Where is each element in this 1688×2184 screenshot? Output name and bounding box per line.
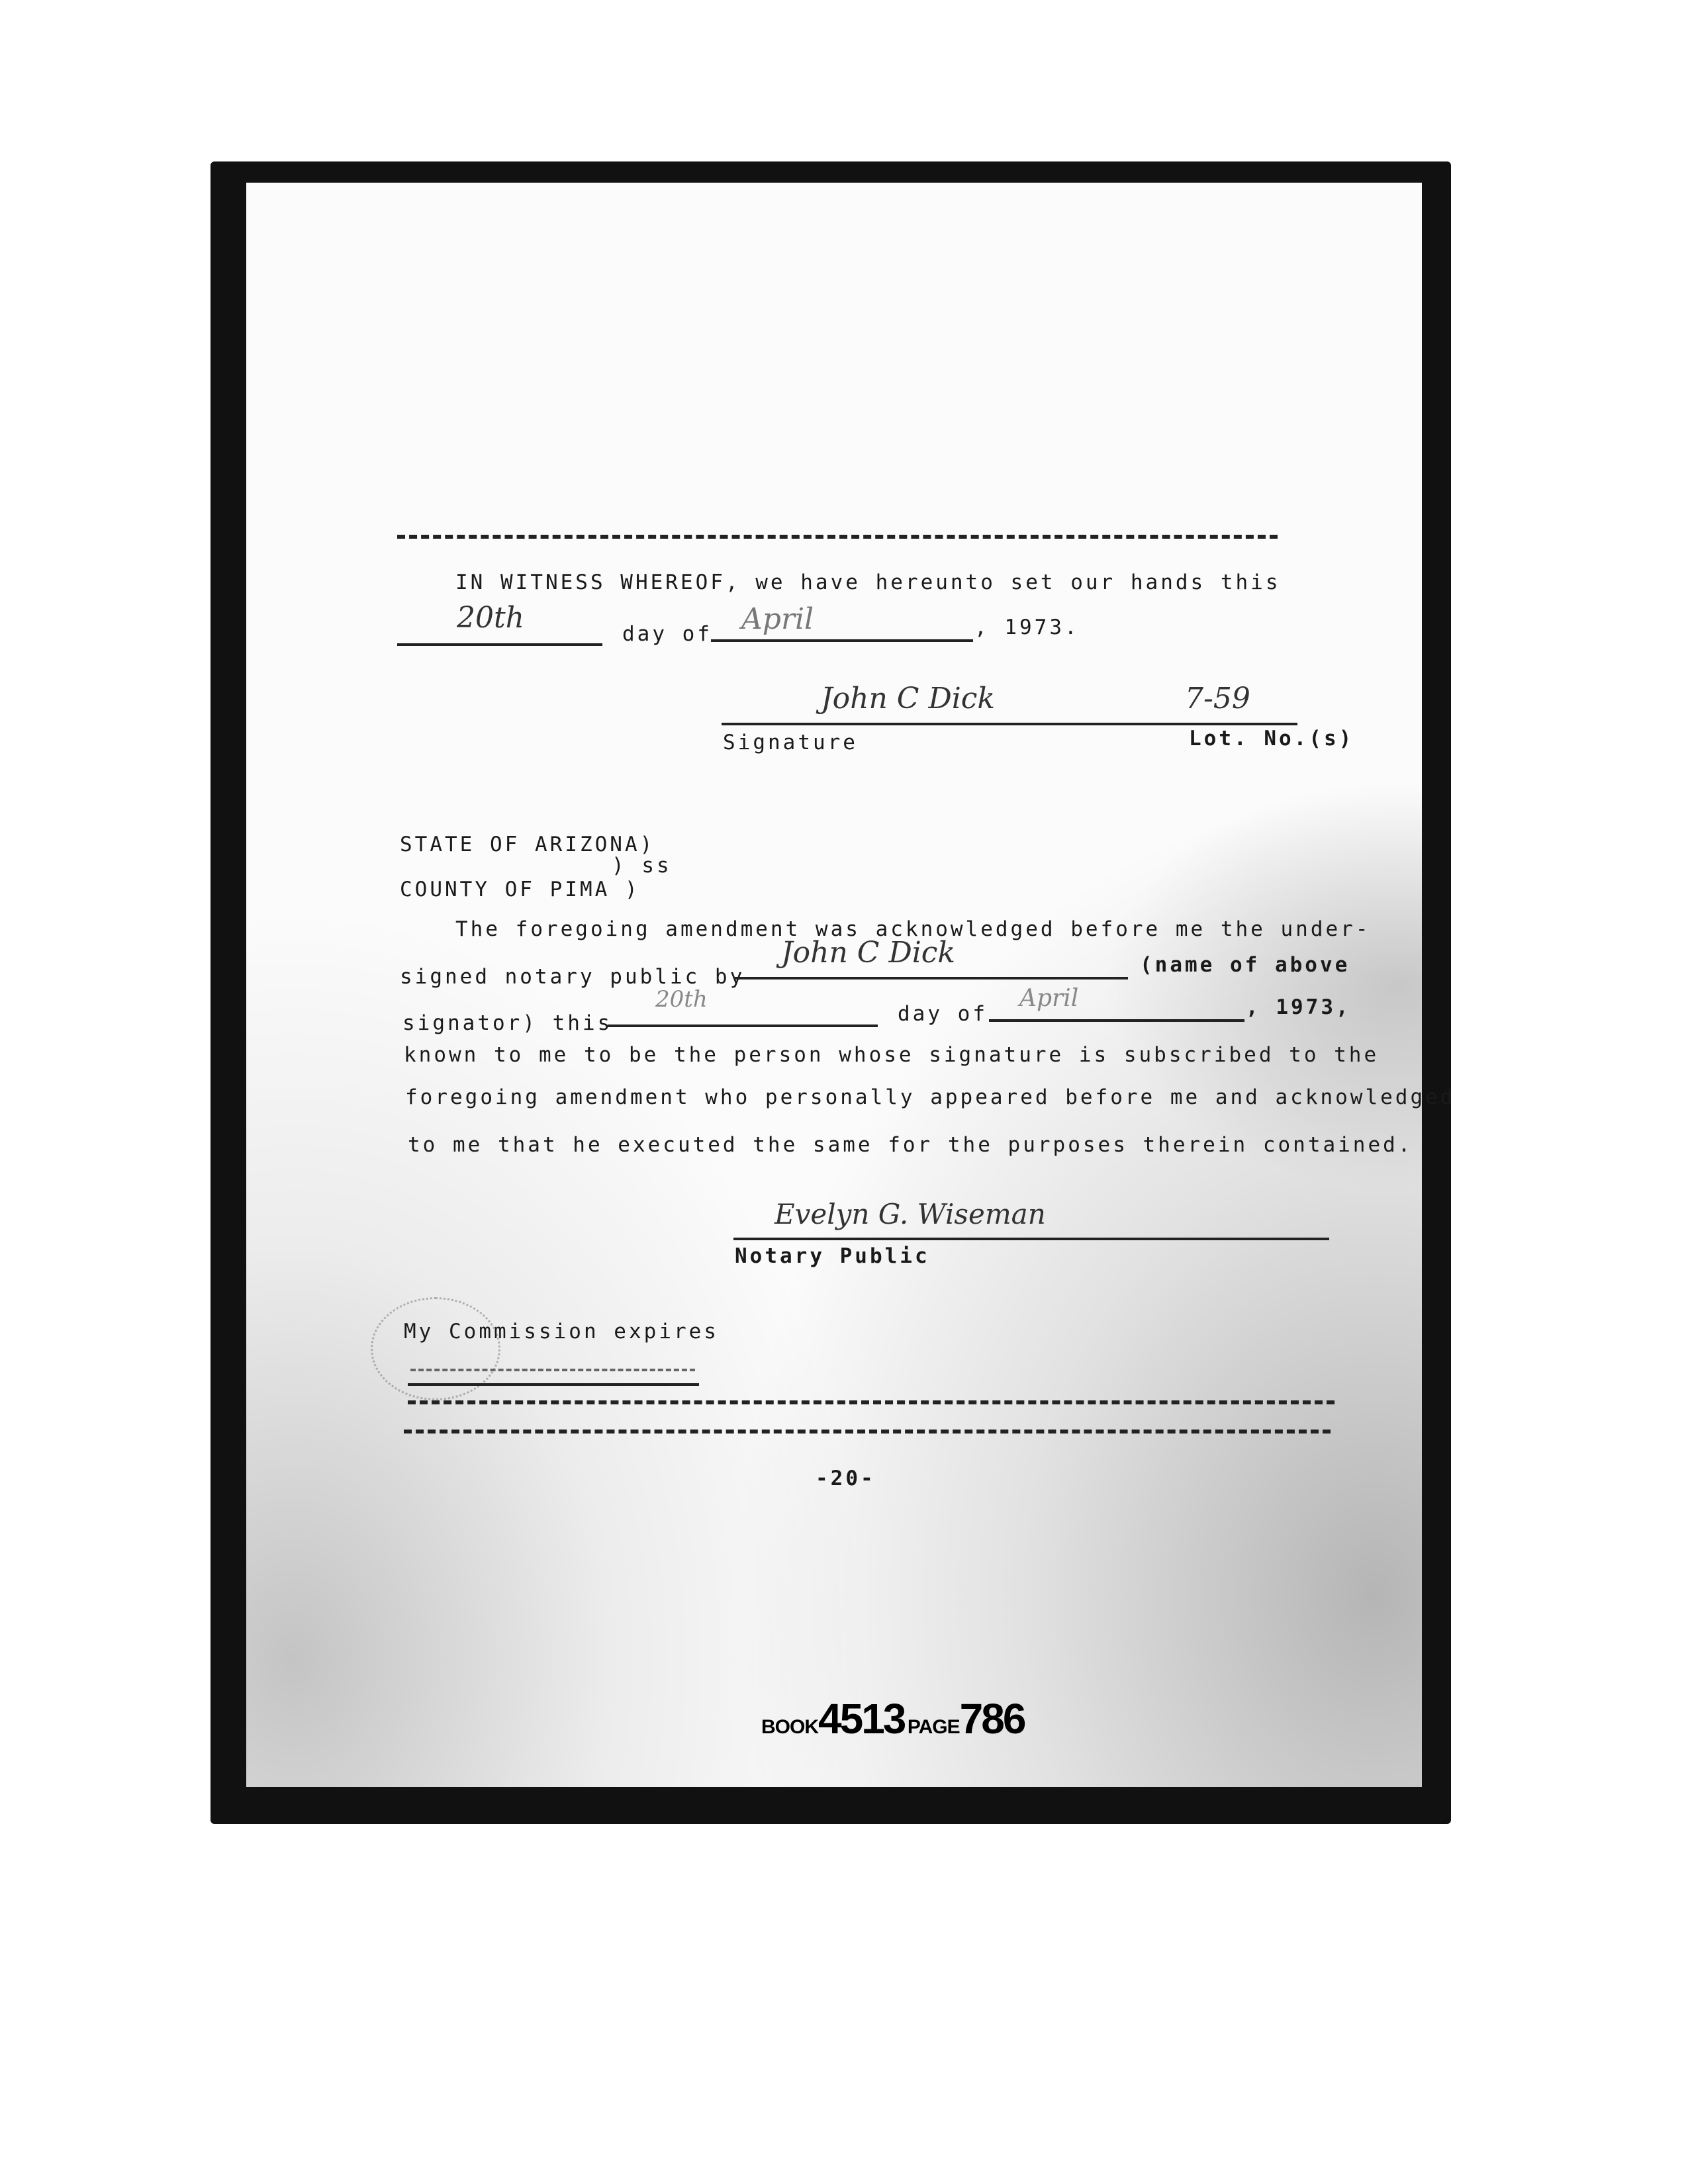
jurat-line-6: to me that he executed the same for the purposes therein contained. (408, 1133, 1413, 1157)
venue-ss: ) ss (612, 854, 672, 878)
jurat-line-3b: day of (898, 1002, 988, 1026)
venue-state: STATE OF ARIZONA) (400, 833, 655, 856)
jurat-month-handwritten: April (1019, 985, 1079, 1012)
book-number: 4513 (818, 1695, 905, 1743)
jurat-line-4: known to me to be the person whose signature is subscribed to the (404, 1043, 1380, 1067)
commission-line-2 (408, 1383, 699, 1386)
witness-day-line (397, 643, 602, 646)
venue-county: COUNTY OF PIMA ) (400, 878, 640, 901)
jurat-line-3a: signator) this (402, 1011, 613, 1035)
book-word: BOOK (761, 1716, 818, 1738)
notary-signature-line (733, 1238, 1329, 1240)
commission-line-1 (410, 1369, 695, 1371)
jurat-line-2a: signed notary public by (400, 965, 745, 989)
notary-label: Notary Public (735, 1244, 930, 1268)
page-number: -20- (816, 1467, 876, 1490)
bottom-dashed-rule-1 (408, 1400, 1335, 1404)
book-page-reference (761, 1694, 1024, 1743)
page-number-ref: 786 (959, 1695, 1025, 1743)
jurat-day-line (608, 1024, 878, 1027)
jurat-day-handwritten: 20th (655, 986, 708, 1013)
witness-month-handwritten: April (741, 602, 814, 636)
bottom-dashed-rule-2 (404, 1430, 1331, 1433)
witness-day-of: day of (622, 622, 712, 646)
lot-number-label: Lot. No.(s) (1189, 727, 1354, 751)
jurat-line-3c: , 1973, (1246, 995, 1351, 1019)
signature-label: Signature (723, 731, 858, 754)
jurat-month-line (989, 1019, 1244, 1022)
notary-signature-handwritten: Evelyn G. Wiseman (774, 1198, 1046, 1230)
witness-month-line (711, 639, 973, 642)
jurat-signer-line (733, 977, 1128, 979)
page-word: PAGE (907, 1716, 960, 1738)
witness-lot-handwritten: 7-59 (1185, 682, 1250, 715)
signature-line (722, 723, 1297, 725)
witness-line: IN WITNESS WHEREOF, we have hereunto set our hands this (455, 570, 1281, 594)
top-dashed-rule (397, 535, 1278, 539)
witness-signature-handwritten: John C Dick (821, 682, 996, 715)
jurat-line-1: The foregoing amendment was acknowledged before me the under- (455, 917, 1371, 941)
commission-label: My Commission expires (404, 1320, 719, 1343)
jurat-line-2b: (name of above (1140, 953, 1350, 977)
jurat-line-5: foregoing amendment who personally appeared before me and acknowledged (405, 1085, 1456, 1109)
witness-year: , 1973. (974, 615, 1080, 639)
witness-day-handwritten: 20th (457, 601, 525, 635)
jurat-signer-handwritten: John C Dick (781, 936, 956, 970)
